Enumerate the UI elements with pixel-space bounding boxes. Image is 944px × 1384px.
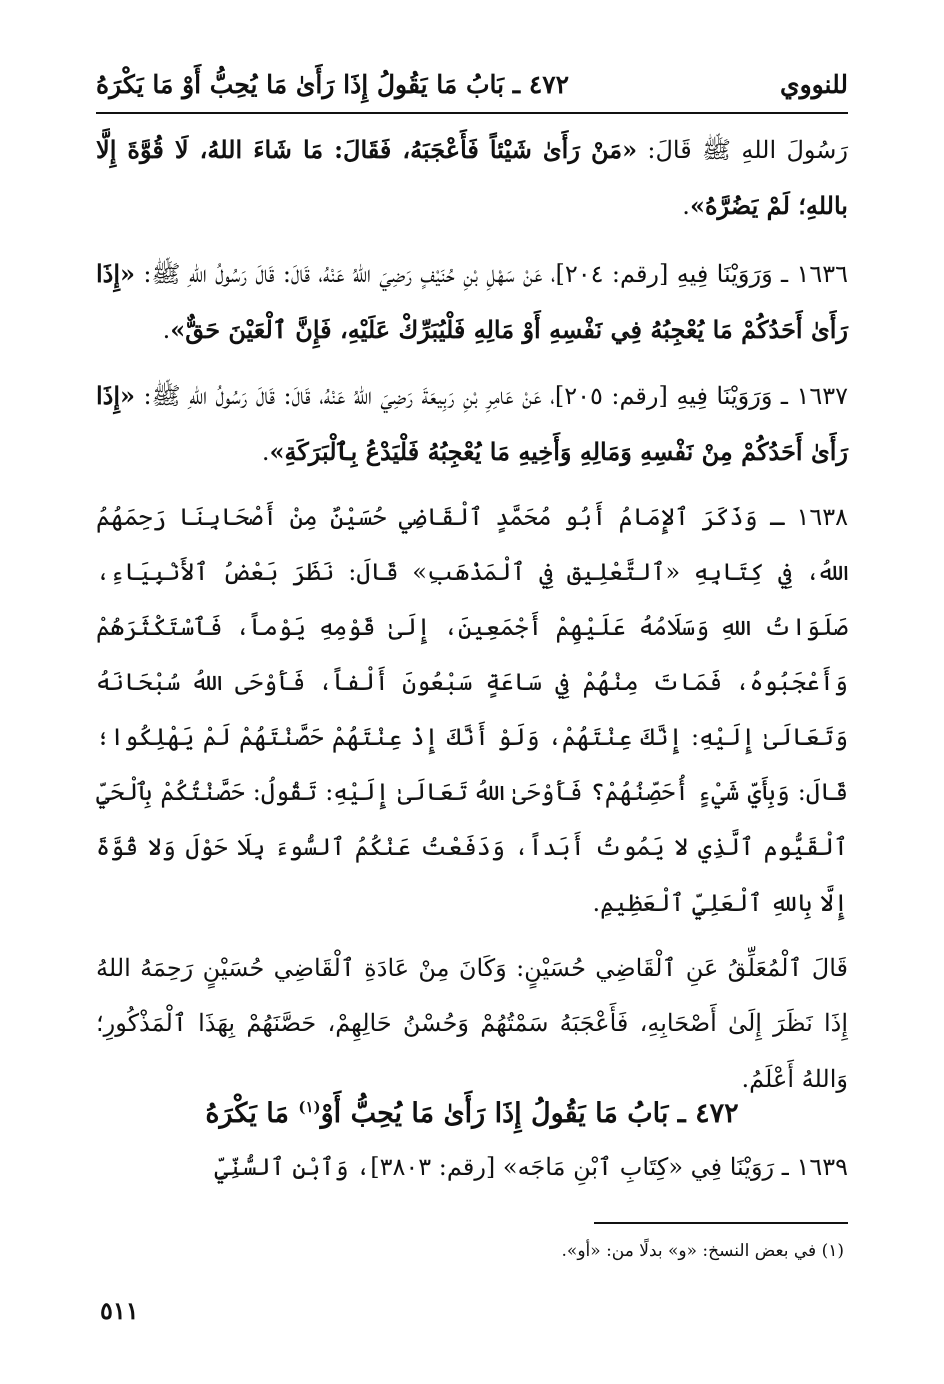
- paragraph-text: ١٦٣٨ ـ وَذَكَرَ ٱلإِمَامُ أَبُو مُحَمَّدٍ ٱلْقَاضِي حُسَيْنٌ مِنْ أَصْحَابِنَا رَحِمَهُمُ اللهُ، فِي كِتَابِهِ «ٱلتَّعْلِيق فِي ٱلْمَذْهَبِ» قَالَ: نَظَرَ بَعْضُ ٱلأَنْبِيَاءِ، صَلَوَاتُ اللهِ وَسَلَامُهُ عَلَيْهِمْ أَجْمَعِينَ، إِلَىٰ قَوْمِهِ يَوْماً، فَٱسْتَكْثَرَهُمْ وَأَعْجَبُوهُ، فَمَاتَ مِنْهُمْ فِي سَاعَةٍ سَبْعُونَ أَلْفاً، فَأَوْحَى اللهُ سُبْحَانَهُ وَتَعَالَىٰ إِلَيْهِ: إِنَّكَ عِنْتَهُمْ، وَلَوْ أَنَّكَ إِذْ عِنْتَهُمْ حَصَّنْتَهُمْ لَمْ يَهْلِكُوا؛ قَالَ: وَبِأَيِّ شَيْءٍ أُحَصِّنُهُمْ؟ فَأَوْحَىٰ اللهُ تَعَالَىٰ إِلَيْهِ: تَقُولُ: حَصَّنْتُكُمْ بِٱلْحَيِّ ٱلْقَيُّوم ٱلَّذِي لا يَمُوتُ أَبَداً، وَدَفَعْتُ عَنْكُمُ ٱلسُّوءَ بِلَا حَوْلَ وَلا قُوَّةَ إِلَّا بِاللهِ ٱلْعَلِيِّ ٱلْعَظِيمِ: [96, 503, 849, 917]
- header-chapter-title: ٤٧٢ ـ بَابُ مَا يَقُولُ إِذَا رَأَىٰ مَا يُحِبُّ أَوْ مَا يَكْرَهُ: [96, 70, 570, 99]
- header-book-title: للنووي: [780, 70, 848, 99]
- paragraph-text: رَسُولَ اللهِ ﷺ قَالَ:: [637, 136, 848, 164]
- paragraph: [96, 490, 848, 931]
- paragraph-end: .: [682, 192, 690, 220]
- footnote-marker[interactable]: (١): [298, 1098, 321, 1116]
- hadith-text: «إِذَا رَأَىٰ أَحَدُكُمْ مَا يُعْجِبُهُ فِي نَفْسِهِ أَوْ مَالِهِ فَلْيُبَرِّكْ عَلَيْهِ، فَإِنَّ ٱلْعَيْنَ حَقٌّ»: [96, 259, 848, 344]
- paragraph: [96, 368, 848, 480]
- paragraph-end: .: [162, 316, 171, 344]
- paragraph: [96, 246, 848, 358]
- paragraph-text: قَالَ ٱلْمُعَلِّقُ عَنِ ٱلْقَاضِي حُسَيْنٍ: وَكَانَ مِنْ عَادَةِ ٱلْقَاضِي حُسَيْنٍ رَحِمَهُ اللهُ إِذَا نَظَرَ إِلَىٰ أَصْحَابِهِ، فَأَعْجَبَهُ سَمْتُهُمْ وَحُسْنُ حَالِهِمْ، حَصَّنَهُمْ بِهَذَا ٱلْمَذْكُورِ؛ وَاللهُ أَعْلَمُ: [96, 954, 848, 1093]
- paragraph-text: ١٦٣٧ ـ وَرَوَيْنَا فِيهِ [رقم: ٢٠٥]، عَنْ عَامِرِ بْنِ رَبِيعَةَ رَضِيَ اللهُ عَنْهُ، قَالَ: قَالَ رَسُولُ اللهِ ﷺ:: [135, 382, 849, 410]
- section-title-text: ٤٧٢ ـ بَابُ مَا يَقُولُ إِذَا رَأَىٰ مَا يُحِبُّ أَوْ: [320, 1098, 739, 1129]
- section-title: [96, 1082, 848, 1139]
- paragraph: [96, 122, 848, 234]
- page-number: ٥١١: [100, 1296, 139, 1325]
- paragraph-start: ١٦٣٩ ـ رَوَيْنَا فِي «كِتَابِ ٱبْنِ مَاجَه» [رقم: ٣٨٠٣]، وَٱبْنِ ٱلسُّنِّيِّ: [214, 1153, 848, 1181]
- hadith-text: «إِذَا رَأَىٰ أَحَدُكُمْ مِنْ نَفْسِهِ وَمَالِهِ وَأَخِيهِ مَا يُعْجِبُهُ فَلْيَدْعُ بِٱلْبَرَكَةِ»: [96, 381, 848, 466]
- footnote: (١) في بعض النسخ: «و» بدلًا من: «أو».: [561, 1241, 844, 1261]
- paragraph-end: .: [592, 889, 601, 917]
- paragraph-end: .: [261, 438, 270, 466]
- body-text: [96, 122, 848, 1117]
- footnote-divider: [594, 1222, 848, 1224]
- section-title-end: مَا يَكْرَهُ: [205, 1098, 299, 1129]
- running-header: [96, 62, 848, 114]
- paragraph-end: .: [741, 1065, 750, 1093]
- paragraph-text: ١٦٣٦ ـ وَرَوَيْنَا فِيهِ [رقم: ٢٠٤]، عَنْ سَهْلِ بْنِ حُنَيْفٍ رَضِيَ اللهُ عَنْهُ، قَالَ: قَالَ رَسُولُ اللهِ ﷺ:: [135, 260, 849, 288]
- hadith-text: «مَنْ رَأَىٰ شَيْئاً فَأَعْجَبَهُ، فَقَالَ: مَا شَاءَ اللهُ، لَا قُوَّةَ إِلَّا باللهِ؛ لَمْ يَضُرَّهُ»: [96, 135, 848, 220]
